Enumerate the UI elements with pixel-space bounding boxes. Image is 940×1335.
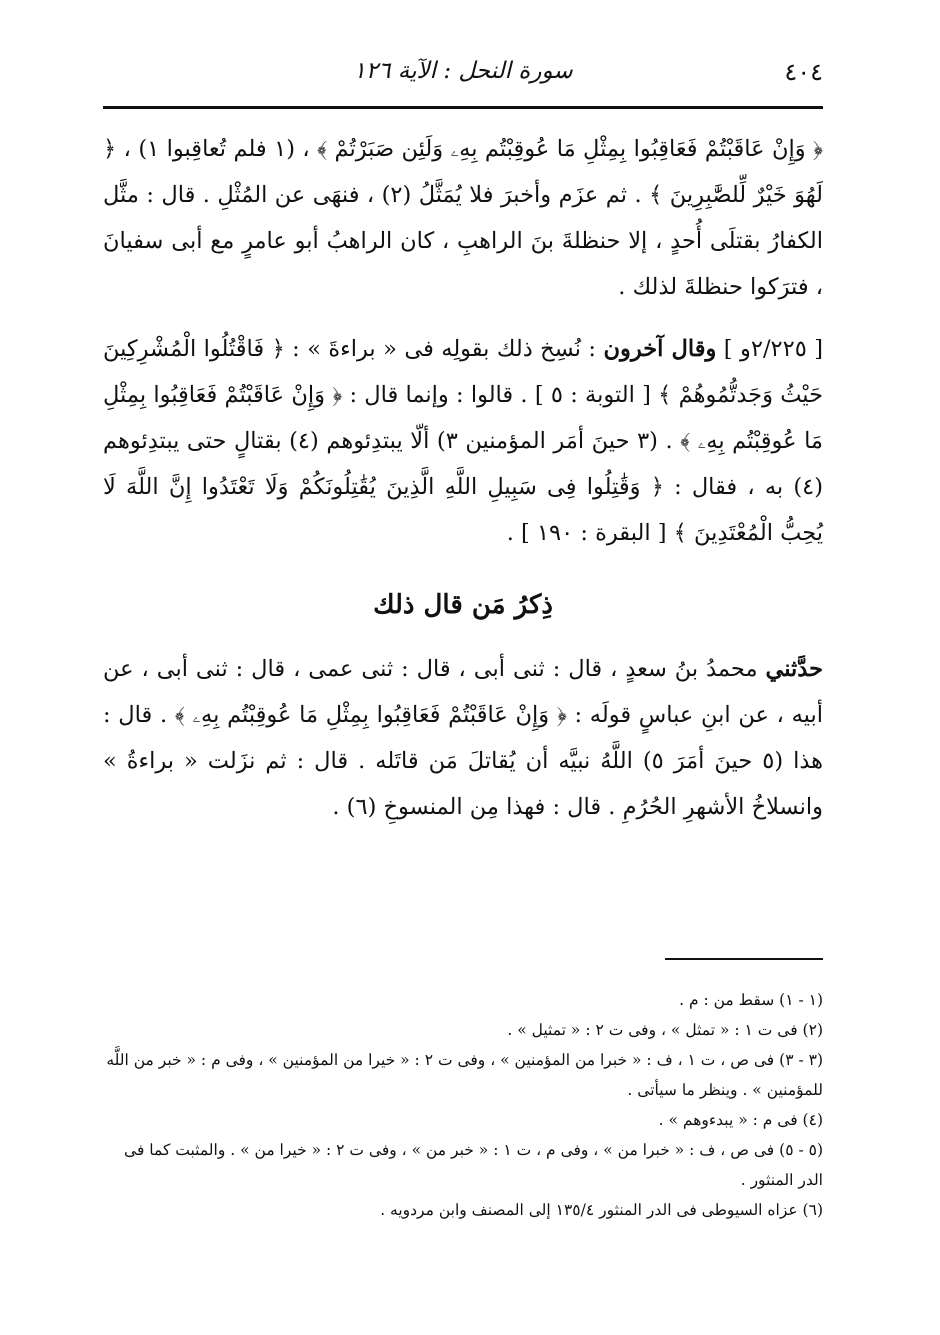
paragraph-3-lead: حدَّثني [765, 656, 823, 682]
footnote-rule [665, 958, 823, 960]
page-number: ٤٠٤ [784, 58, 823, 86]
paragraph-2-text: : نُسِخ ذلك بقولِه فى « براءةَ » : ﴿ فَاقْتُلُوا الْمُشْرِكِينَ حَيْثُ وَجَدتُّمُوهُمْ ﴾ [ التوبة : ٥ ] . قالوا : وإنما قال : ﴿ وَإِنْ عَاقَبْتُمْ فَعَاقِبُوا بِمِثْلِ مَا عُوقِبْتُم بِهِۦ ﴾ . (٣ حينَ أمَر المؤمنين ٣) ألّا يبتدِئوهم (٤) بقتالٍ حتى يبتدِئوهم (٤) به ، فقال : ﴿ وَقَٰتِلُوا فِى سَبِيلِ اللَّهِ الَّذِينَ يُقَٰتِلُونَكُمْ وَلَا تَعْتَدُوا إِنَّ اللَّهَ لَا يُحِبُّ الْمُعْتَدِينَ ﴾ [ البقرة : ١٩٠ ] . [103, 336, 823, 546]
page-header [103, 52, 823, 98]
footnote: (٢) فى ت ١ : « تمثل » ، وفى ت ٢ : « تمثيل » . [507, 1021, 823, 1039]
paragraph-2-lead: وقال آخرون [603, 336, 717, 362]
paragraph-3 [103, 646, 823, 830]
footnote: (٣ - ٣) فى ص ، ت ١ ، ف : « خبرا من المؤمنين » ، وفى ت ٢ : « خيرا من المؤمنين » ، وفى م : « خبر من اللَّه للمؤمنين » . وينظر ما سيأتى . [106, 1051, 823, 1099]
header-rule [103, 106, 823, 109]
running-title: سورة النحل : الآية ١٢٦ [353, 58, 573, 84]
footnote: (١ - ١) سقط من : م . [679, 991, 823, 1009]
footnotes [103, 985, 823, 1225]
paragraph-3-text: محمدُ بنُ سعدٍ ، قال : ثنى أبى ، قال : ثنى عمى ، قال : ثنى أبى ، عن أبيه ، عن ابنِ عباسٍ قولَه : ﴿ وَإِنْ عَاقَبْتُمْ فَعَاقِبُوا بِمِثْلِ مَا عُوقِبْتُم بِهِۦ ﴾ . قال : هذا (٥ حينَ أمَرَ ٥) اللَّهُ نبيَّه أن يُقاتلَ مَن قاتَله . قال : ثم نزَلت « براءةُ » وانسلاخُ الأشهرِ الحُرُمِ . قال : فهذا مِن المنسوخِ (٦) . [103, 656, 824, 820]
folio-reference: [ ٢/٢٢٥و ] [723, 336, 824, 362]
footnote: (٦) عزاه السيوطى فى الدر المنثور ١٣٥/٤ إلى المصنف وابن مردويه . [380, 1201, 823, 1219]
footnote: (٥ - ٥) فى ص ، ف : « خبرا من » ، وفى م ، ت ١ : « خبر من » ، وفى ت ٢ : « خيرا من » . والمثبت كما فى الدر المنثور . [124, 1141, 823, 1189]
section-heading: ذِكرُ مَن قال ذلك [373, 590, 553, 620]
paragraph-2 [103, 326, 823, 556]
main-text [103, 126, 823, 830]
footnote: (٤) فى م : « يبدءوهم » . [658, 1111, 823, 1129]
paragraph-1: ﴿ وَإِنْ عَاقَبْتُمْ فَعَاقِبُوا بِمِثْلِ مَا عُوقِبْتُم بِهِۦ وَلَئِن صَبَرْتُمْ ﴾ ، (١ فلم تُعاقِبوا ١) ، ﴿ لَهُوَ خَيْرٌ لِّلصَّٰبِرِينَ ﴾ . ثم عزَم وأخبرَ فلا يُمَثَّلُ (٢) ، فنهَى عن المُثْلِ . قال : مثَّل الكفارُ بقتلَى أُحدٍ ، إلا حنظلةَ بنَ الراهبِ ، كان الراهبُ أبو عامرٍ مع أبى سفيانَ ، فترَكوا حنظلةَ لذلك . [103, 136, 824, 300]
